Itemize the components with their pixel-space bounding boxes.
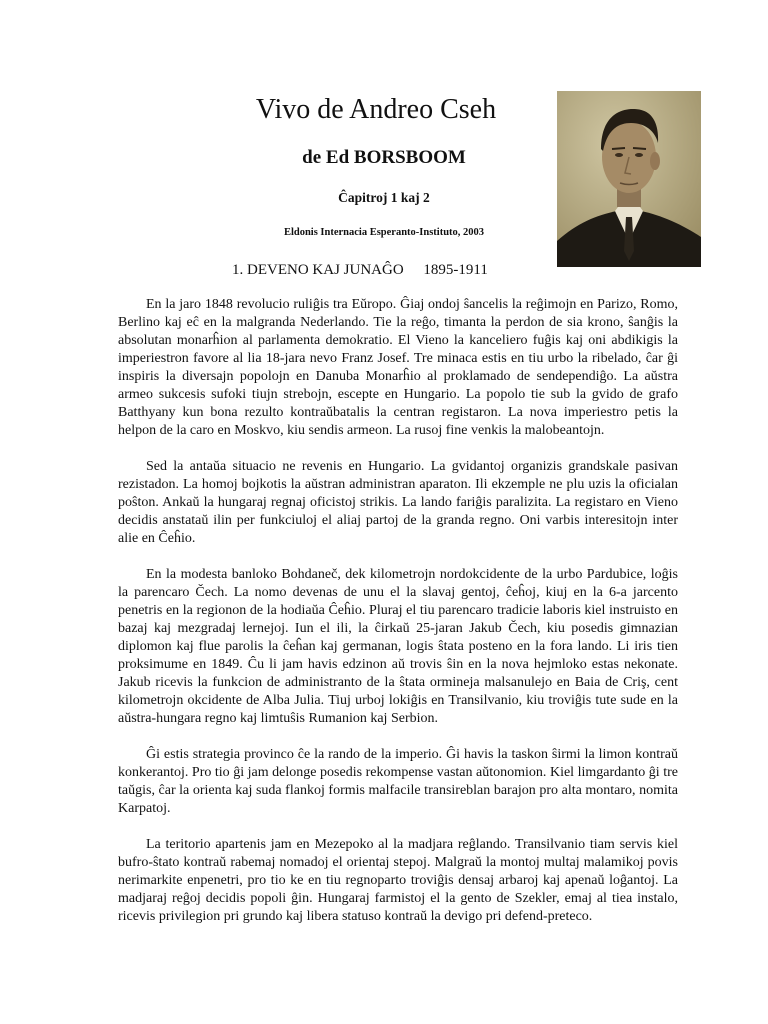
- author-portrait-photo: [557, 91, 701, 267]
- section-title: DEVENO KAJ JUNAĜO: [247, 262, 404, 278]
- body-text: [118, 296, 678, 944]
- paragraph: Sed la antaŭa situacio ne revenis en Hungario. La gvidantoj organizis grandskale pasivan rezistadon. La homoj bojkotis la aŭstran administran aparaton. Ili ekzemple ne plu uzis la oficialan poŝton. Ankaŭ la hungaraj regnaj oficistoj strikis. La lando fariĝis paralizita. La registaro en Vieno decidis anstataŭ ilin per funkciuloj el aliaj partoj de la granda regno. Oni varbis interesitojn inter alie en Ĉeĥio.: [118, 459, 678, 546]
- paragraph: Ĝi estis strategia provinco ĉe la rando de la imperio. Ĝi havis la taskon ŝirmi la limon kontraŭ konkerantoj. Pro tio ĝi jam delonge posedis rekompense vastan aŭtonomion. Kiel limgardanto ĝi tre taŭgis, ĉar la orienta kaj suda flankoj formis malfacile transireblan barajon pro alta montaro, nomita Karpatoj.: [118, 747, 678, 816]
- document-title: Vivo de Andreo Cseh: [255, 94, 497, 125]
- paragraph: La teritorio apartenis jam en Mezepoko al la madjara reĝlando. Transilvanio tiam servis kiel bufro-ŝtato kontraŭ rabemaj nomadoj el orientaj stepoj. Malgraŭ la montoj multaj malamikoj povis nerimarkite enpenetri, pro tio ke en tiu regnoparto troviĝis densaj arbaroj kaj apenaŭ loĝantoj. La madjaraj reĝoj decidis popoli ĝin. Hungaraj farmistoj el la gento de Szekler, emaj al tiea instalo, ricevis privilegion pri grundo kaj libera statuso kontraŭ la devigo pri defend-preteco.: [118, 837, 678, 924]
- publisher-line: Eldonis Internacia Esperanto-Instituto, 2003: [283, 227, 485, 238]
- portrait-image: [557, 91, 701, 267]
- chapters-subtitle: Ĉapitroj 1 kaj 2: [338, 190, 430, 205]
- section-heading: [232, 260, 488, 280]
- section-number: 1.: [232, 262, 244, 278]
- document-author: de Ed BORSBOOM: [302, 147, 466, 168]
- paragraph: En la jaro 1848 revolucio ruliĝis tra Eŭropo. Ĝiaj ondoj ŝancelis la reĝimojn en Parizo, Romo, Berlino kaj eĉ en la malgranda Nederlando. Tie la reĝo, timanta la perdon de sia krono, ŝanĝis la absolutan monarĥion al parlamenta demokratio. El Vieno la kanceliero fuĝis kaj oni abdikigis la imperiestron favore al lia 18-jara nevo Franz Josef. Tre minaca estis en tiu urbo la ribelado, ĉar ĝi inspiris la diversajn popolojn en Danuba Monarĥio al proklamado de sendependiĝo. La aŭstra armeo sukcesis sufoki tiujn strebojn, escepte en Hungario. La popolo tie sub la gvido de grafo Batthyany kun bona rezulto kontraŭbatalis la centran registaron. La nova imperiestro petis la helpon de la caro en Moskvo, kiu sendis armeon. La rusoj fine venkis la malobeantojn.: [118, 297, 678, 438]
- section-years: 1895-1911: [423, 262, 488, 278]
- paragraph: En la modesta banloko Bohdaneč, dek kilometrojn nordokcidente de la urbo Pardubice, loĝis la parencaro Čech. La nomo devenas de unu el la slavaj gentoj, ĉeĥoj, kiuj en la 6-a jarcento penetris en la regionon de la hodiaŭa Ĉeĥio. Pluraj el tiu parencaro tradicie laboris kiel instruisto en bazaj kaj mezgradaj lernejoj. Iun el ili, la ĉirkaŭ 25-jaran Jakub Čech, kiu posedis gimnazian diplomon kaj flue parolis la ĉeĥan kaj germanan, logis ŝtata posteno en la fora lando. Li iris tien proksimume en 1849. Ĉu li jam havis edzinon aŭ trovis ŝin en la nova hejmloko estas nekonate. Jakub ricevis la funkcion de administranto de la ŝtata ormineja malsanulejo en Baia de Criş, cent kilometrojn okcidente de Alba Julia. Tiuj urboj lokiĝis en Transilvanio, kiu troviĝis tute sude en la aŭstra-hungara regno kaj limtuŝis Rumanion kaj Serbion.: [118, 567, 678, 726]
